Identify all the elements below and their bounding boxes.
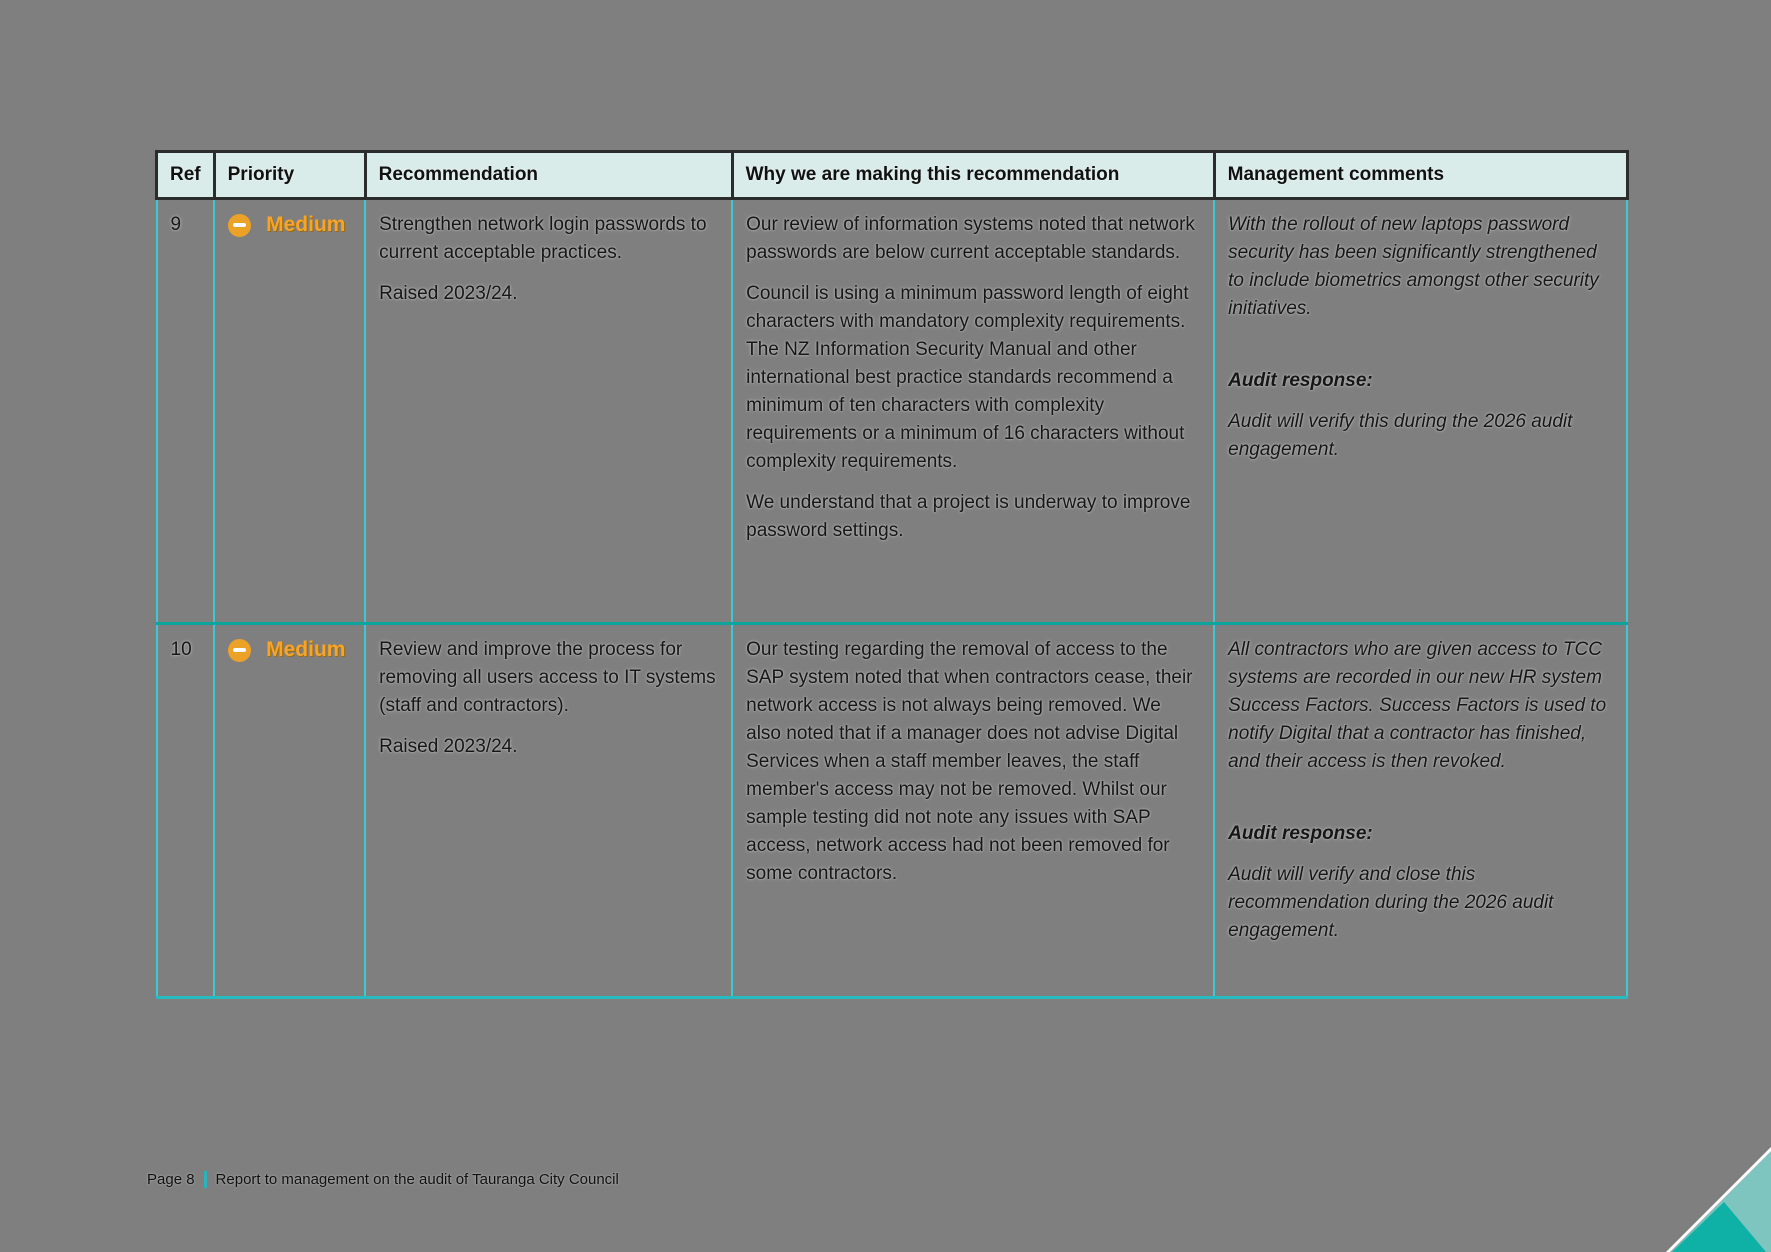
recommendation-text: Review and improve the process for removing all users access to IT systems (staff and contractors).: [379, 639, 716, 716]
priority-cell: [214, 199, 365, 624]
table-row: [157, 624, 1628, 998]
audit-response-text: Audit will verify and close this recommendation during the 2026 audit engagement.: [1228, 864, 1554, 941]
column-header-management: Management comments: [1214, 152, 1627, 199]
corner-decoration: [1651, 1132, 1771, 1252]
recommendation-cell: [365, 199, 732, 624]
ref-cell: 10: [157, 624, 215, 998]
column-header-recommendation: Recommendation: [365, 152, 732, 199]
audit-response-label: Audit response:: [1228, 370, 1373, 391]
audit-response-label: Audit response:: [1228, 823, 1373, 844]
why-paragraph: Our testing regarding the removal of access to the SAP system noted that when contractors cease, their network access is not always being removed. We also noted that if a manager does not advise Digital Services when a staff member leaves, the staff member's access may not be removed. Whilst our sample testing did not note any issues with SAP access, network access had not been removed for some contractors.: [746, 639, 1193, 884]
minus-icon: [233, 648, 246, 653]
management-comment: With the rollout of new laptops password security has been significantly strengthened to include biometrics amongst other security initiatives.: [1228, 214, 1599, 319]
priority-cell: [214, 624, 365, 998]
management-comments-cell: [1214, 624, 1627, 998]
why-paragraph: We understand that a project is underway to improve password settings.: [746, 492, 1191, 541]
raised-date: Raised 2023/24.: [379, 283, 518, 304]
management-comments-cell: [1214, 199, 1627, 624]
table-row: [157, 199, 1628, 624]
minus-icon: [233, 223, 246, 228]
why-cell: [732, 624, 1214, 998]
management-comment: All contractors who are given access to TCC systems are recorded in our new HR system Success Factors. Success Factors is used to notify Digital that a contractor has finished, and their access is then revoked.: [1228, 639, 1607, 772]
recommendation-cell: [365, 624, 732, 998]
table-header-row: [157, 152, 1628, 199]
why-cell: [732, 199, 1214, 624]
footer-divider: [204, 1171, 207, 1188]
priority-indicator: [228, 636, 351, 664]
priority-label: Medium: [266, 213, 346, 236]
recommendation-text: Strengthen network login passwords to current acceptable practices.: [379, 214, 707, 263]
column-header-ref: Ref: [157, 152, 215, 199]
recommendations-table: [155, 150, 1629, 999]
ref-cell: 9: [157, 199, 215, 624]
why-paragraph: Our review of information systems noted that network passwords are below current acceptable standards.: [746, 214, 1195, 263]
why-paragraph: Council is using a minimum password length of eight characters with mandatory complexity requirements. The NZ Information Security Manual and other international best practice standards recommend a minimum of ten characters with complexity requirements or a minimum of 16 characters without complexity requirements.: [746, 283, 1189, 472]
priority-label: Medium: [266, 638, 346, 661]
column-header-priority: Priority: [214, 152, 365, 199]
report-title: Report to management on the audit of Tauranga City Council: [215, 1171, 619, 1188]
medium-priority-icon: [228, 639, 251, 662]
audit-response-text: Audit will verify this during the 2026 audit engagement.: [1228, 411, 1573, 460]
page-number: Page 8: [147, 1171, 195, 1188]
raised-date: Raised 2023/24.: [379, 736, 518, 757]
column-header-why: Why we are making this recommendation: [732, 152, 1214, 199]
priority-indicator: [228, 211, 351, 239]
medium-priority-icon: [228, 214, 251, 237]
page-footer: [147, 1171, 619, 1188]
